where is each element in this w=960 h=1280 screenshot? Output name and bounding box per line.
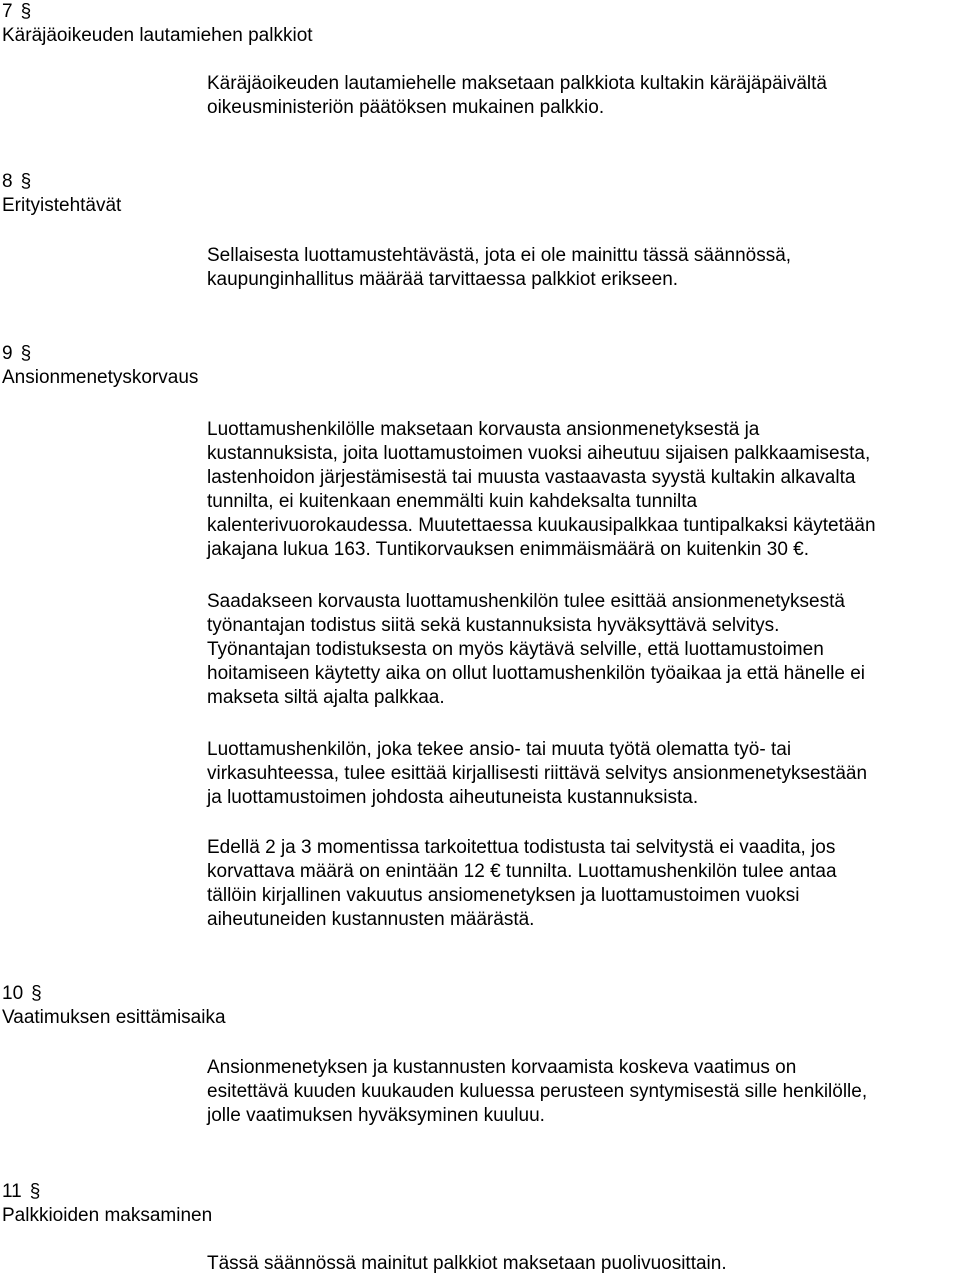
section-8-number: 8	[2, 171, 13, 192]
section-9-line: työnantajan todistus siitä sekä kustannuksista hyväksyttävä selvitys.	[207, 615, 780, 636]
section-8-title: Erityistehtävät	[2, 195, 122, 216]
section-9-line: Saadakseen korvausta luottamushenkilön tulee esittää ansionmenetyksestä	[207, 591, 845, 612]
section-7-heading	[2, 0, 31, 24]
section-9-line: jakajana lukua 163. Tuntikorvauksen enimmäismäärä on kuitenkin 30 €.	[207, 539, 810, 560]
section-9-line: Työnantajan todistuksesta on myös käytävä selville, että luottamustoimen	[207, 639, 824, 660]
section-7-title: Käräjäoikeuden lautamiehen palkkiot	[2, 25, 313, 46]
section-9-line: aiheutuneiden kustannusten määrästä.	[207, 909, 535, 930]
section-symbol: §	[29, 1181, 41, 1202]
section-9-line: ja luottamustoimen johdosta aiheutuneista kustannuksista.	[207, 787, 699, 808]
section-9-line: Luottamushenkilön, joka tekee ansio- tai muuta työtä olematta työ- tai	[207, 739, 792, 760]
section-11-heading	[2, 1180, 40, 1204]
section-symbol: §	[20, 171, 32, 192]
section-9-line: Luottamushenkilölle maksetaan korvausta ansionmenetyksestä ja	[207, 419, 760, 440]
section-7-line: oikeusministeriön päätöksen mukainen palkkio.	[207, 97, 605, 118]
section-9-line: korvattava määrä on enintään 12 € tunnilta. Luottamushenkilön tulee antaa	[207, 861, 837, 882]
section-7-line: Käräjäoikeuden lautamiehelle maksetaan palkkiota kultakin käräjäpäivältä	[207, 73, 827, 94]
section-11-number: 11	[2, 1181, 22, 1202]
section-symbol: §	[20, 1, 32, 22]
section-8-line: Sellaisesta luottamustehtävästä, jota ei ole mainittu tässä säännössä,	[207, 245, 792, 266]
section-8-heading	[2, 170, 31, 194]
section-9-line: Edellä 2 ja 3 momentissa tarkoitettua todistusta tai selvitystä ei vaadita, jos	[207, 837, 836, 858]
section-symbol: §	[20, 343, 32, 364]
section-10-number: 10	[2, 983, 24, 1004]
section-7-number: 7	[2, 1, 13, 22]
section-10-line: Ansionmenetyksen ja kustannusten korvaamista koskeva vaatimus on	[207, 1057, 797, 1078]
section-9-number: 9	[2, 343, 13, 364]
section-8-line: kaupunginhallitus määrää tarvittaessa palkkiot erikseen.	[207, 269, 679, 290]
section-9-title: Ansionmenetyskorvaus	[2, 367, 199, 388]
section-10-title: Vaatimuksen esittämisaika	[2, 1007, 226, 1028]
section-11-title: Palkkioiden maksaminen	[2, 1205, 213, 1226]
section-9-line: kustannuksista, joita luottamustoimen vuoksi aiheutuu sijaisen palkkaamisesta,	[207, 443, 871, 464]
section-9-line: makseta siltä ajalta palkkaa.	[207, 687, 445, 708]
section-10-line: jolle vaatimuksen hyväksyminen kuuluu.	[207, 1105, 545, 1126]
section-9-line: tunnilta, ei kuitenkaan enemmälti kuin kahdeksalta tunnilta	[207, 491, 698, 512]
section-9-line: kalenterivuorokaudessa. Muutettaessa kuukausipalkkaa tuntipalkaksi käytetään	[207, 515, 876, 536]
section-9-line: tällöin kirjallinen vakuutus ansiomenetyksen ja luottamustoimen vuoksi	[207, 885, 800, 906]
section-9-line: hoitamiseen käytetty aika on ollut luottamushenkilön työaikaa ja että hänelle ei	[207, 663, 866, 684]
section-symbol: §	[31, 983, 42, 1004]
section-11-line: Tässä säännössä mainitut palkkiot maksetaan puolivuosittain.	[207, 1253, 727, 1274]
section-9-heading	[2, 342, 31, 366]
section-9-line: lastenhoidon järjestämisestä tai muusta vastaavasta syystä kultakin alkavalta	[207, 467, 856, 488]
section-10-heading	[2, 982, 42, 1006]
section-9-line: virkasuhteessa, tulee esittää kirjallisesti riittävä selvitys ansionmenetyksestään	[207, 763, 868, 784]
section-10-line: esitettävä kuuden kuukauden kuluessa perusteen syntymisestä sille henkilölle,	[207, 1081, 868, 1102]
